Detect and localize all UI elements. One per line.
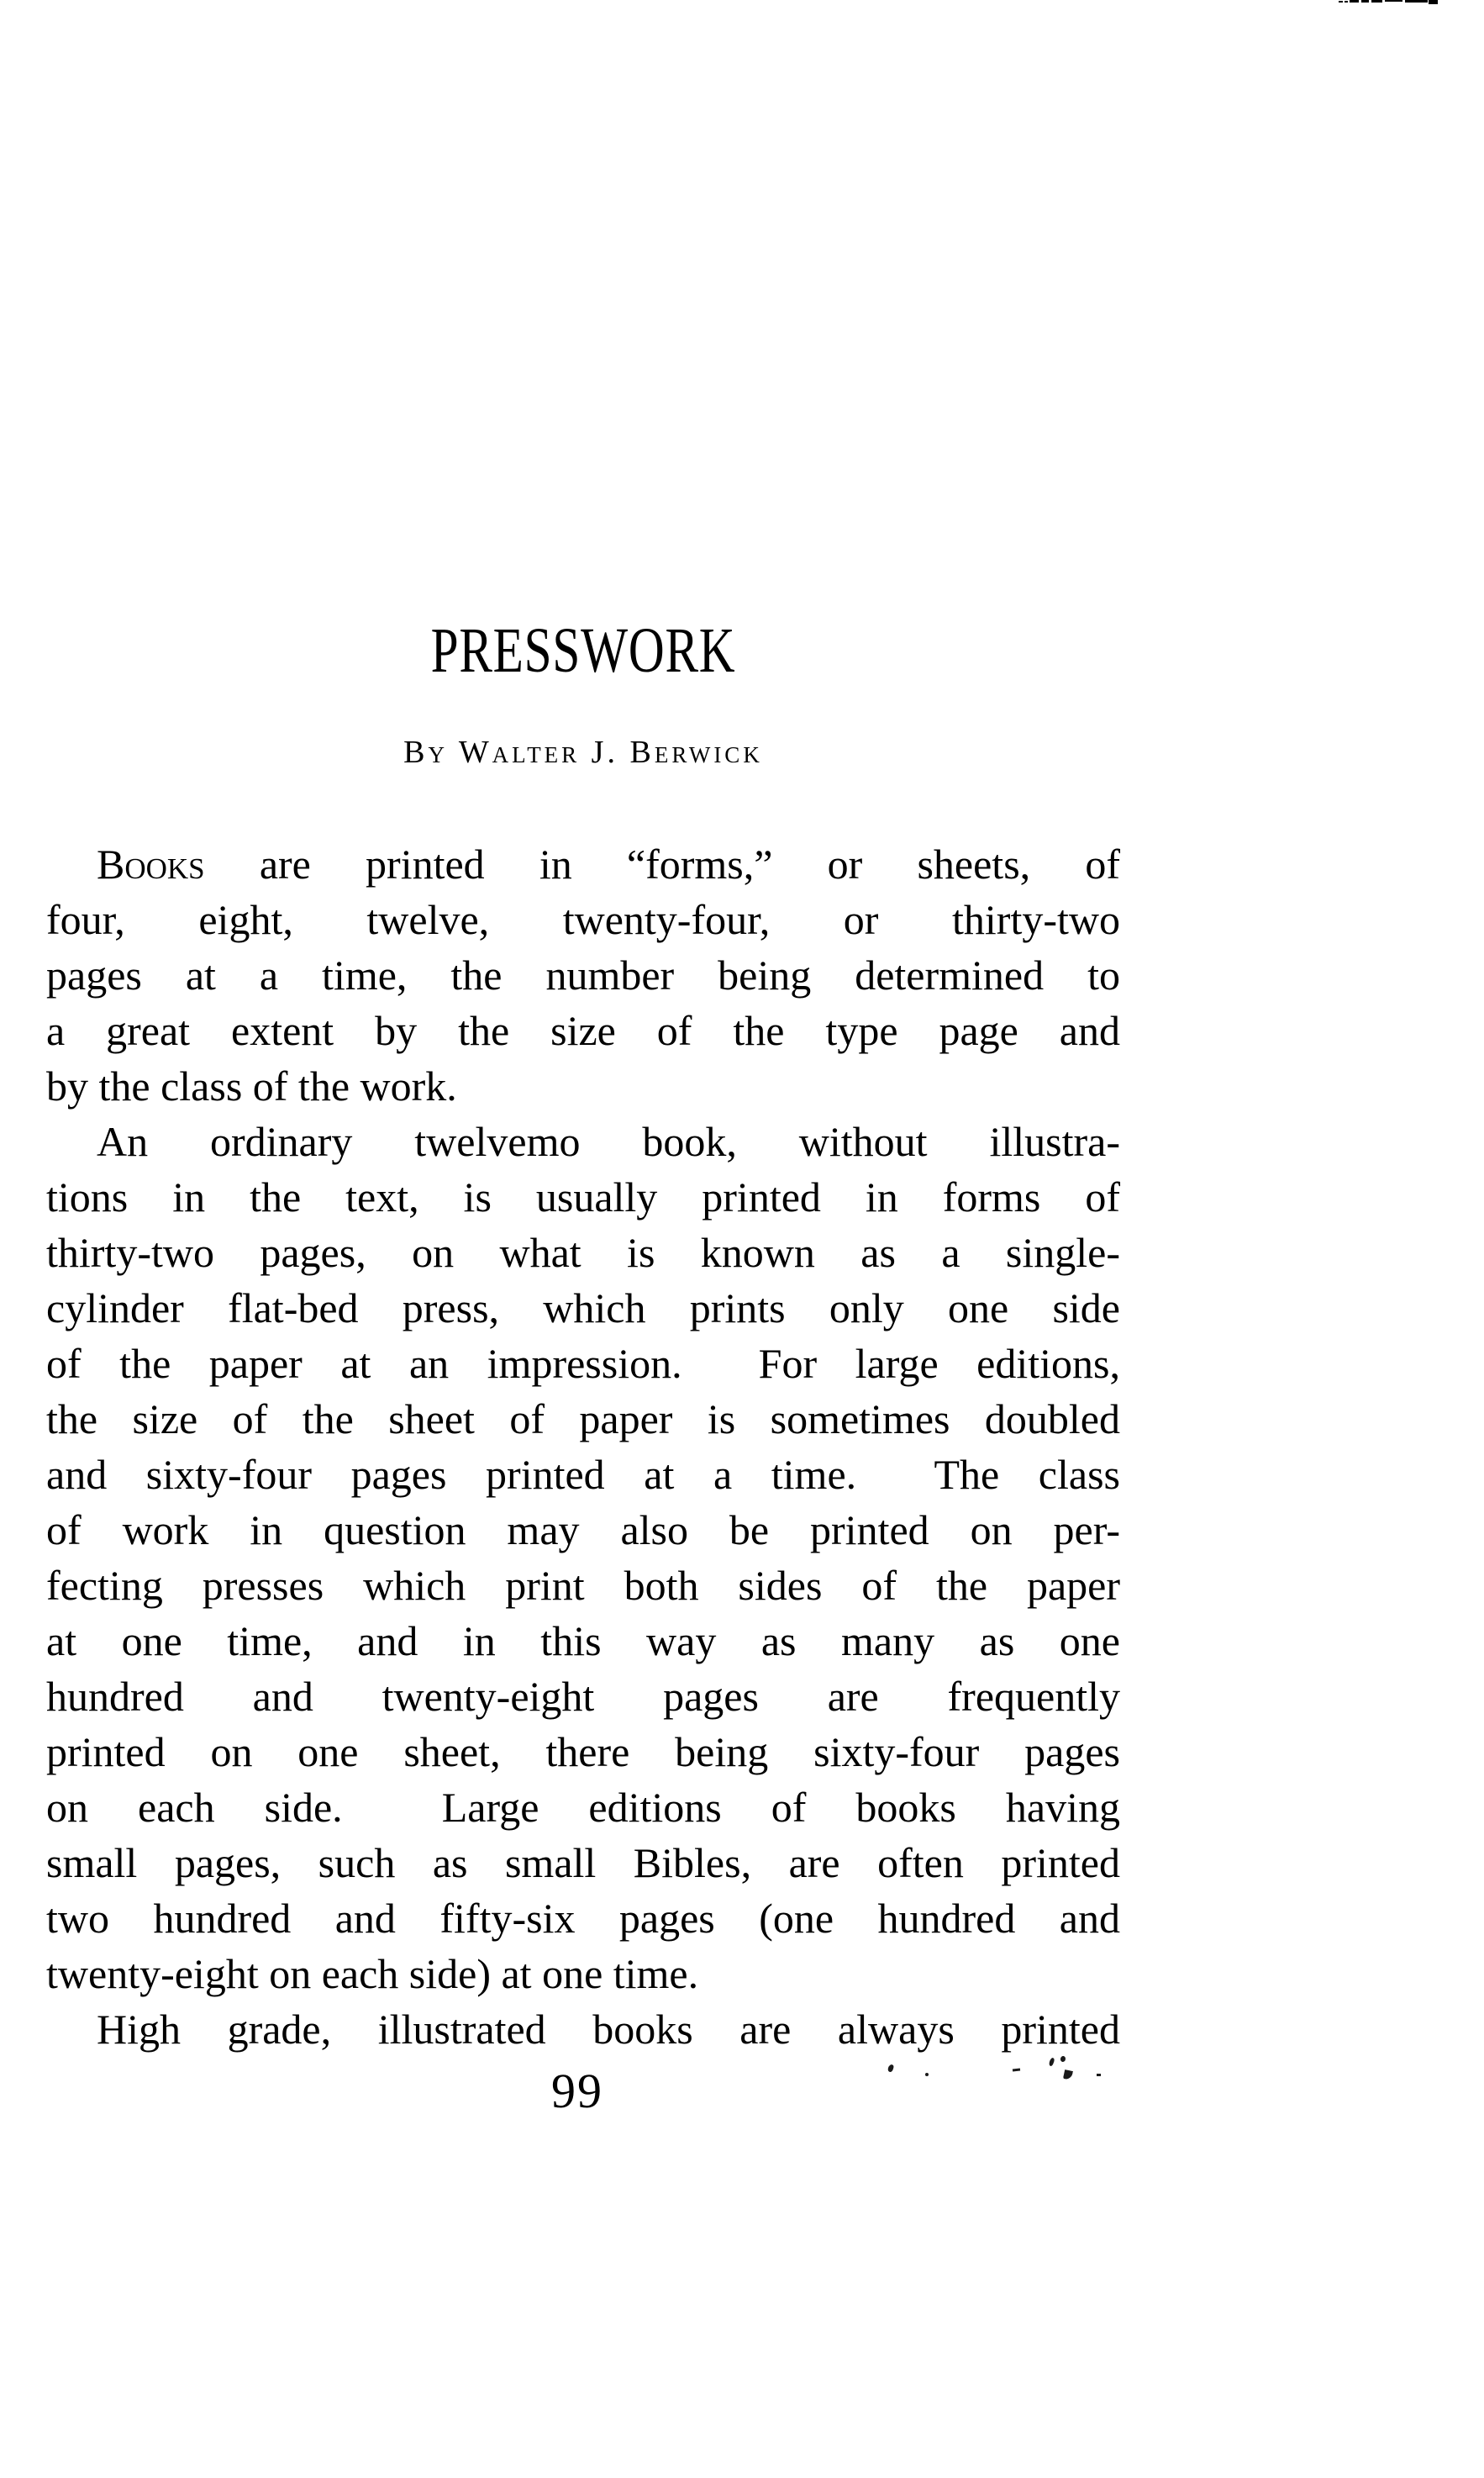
scan-dash <box>1371 0 1382 3</box>
text-line: of work in question may also be printed on per- <box>46 1506 1120 1553</box>
text-line: An ordinary twelvemo book, without illustra- <box>97 1118 1120 1165</box>
paragraph <box>46 836 1120 1114</box>
scan-dash <box>1405 0 1428 3</box>
ink-speck <box>1063 2069 1073 2080</box>
ink-speck <box>925 2073 929 2076</box>
text-line: hundred and twenty-eight pages are frequently <box>46 1673 1120 1720</box>
text-line: on each side. Large editions of books having <box>46 1784 1120 1831</box>
text-line: two hundred and fifty-six pages (one hundred and <box>46 1895 1120 1942</box>
byline: By Walter J. Berwick <box>403 735 763 770</box>
scan-dash <box>1345 1 1348 3</box>
page-number: 99 <box>551 2064 603 2118</box>
ink-speck <box>1060 2056 1066 2063</box>
scan-dash <box>1361 0 1369 3</box>
text-line: by the class of the work. <box>46 1062 457 1110</box>
text-line: a great extent by the size of the type page and <box>46 1007 1120 1054</box>
text-line: tions in the text, is usually printed in forms of <box>46 1173 1120 1221</box>
text-line: fecting presses which print both sides of the paper <box>46 1562 1120 1609</box>
text-run: are printed in “forms,” or sheets, of <box>204 841 1120 888</box>
text-line: cylinder flat-bed press, which prints only one side <box>46 1284 1120 1331</box>
text-line: High grade, illustrated books are always printed <box>97 2006 1120 2053</box>
ink-speck <box>1048 2057 1055 2066</box>
text-line: pages at a time, the number being determined to <box>46 952 1120 999</box>
text-run: B <box>97 841 125 888</box>
ink-speck <box>1013 2069 1020 2072</box>
page-title: PRESSWORK <box>430 615 736 686</box>
small-caps-text: ooks <box>124 841 205 888</box>
text-line: of the paper at an impression. For large editions, <box>46 1340 1120 1387</box>
ink-speck <box>887 2064 894 2072</box>
text-line: thirty-two pages, on what is known as a single- <box>46 1229 1120 1276</box>
text-line: the size of the sheet of paper is sometimes doubled <box>46 1395 1120 1442</box>
text-line: small pages, such as small Bibles, are often printed <box>46 1839 1120 1886</box>
paragraph <box>46 2001 1120 2057</box>
scan-dash <box>1429 0 1438 4</box>
ink-speck <box>1097 2074 1101 2076</box>
text-line <box>46 836 1120 892</box>
scan-dash <box>1350 0 1359 3</box>
text-line: and sixty-four pages printed at a time. The class <box>46 1451 1120 1498</box>
text-line: at one time, and in this way as many as one <box>46 1617 1120 1664</box>
scan-dash <box>1385 0 1402 2</box>
text-line: four, eight, twelve, twenty-four, or thirty-two <box>46 896 1120 943</box>
body-text <box>46 836 1120 2057</box>
paragraph <box>46 1114 1120 2001</box>
text-line: printed on one sheet, there being sixty-four pages <box>46 1728 1120 1775</box>
text-line: twenty-eight on each side) at one time. <box>46 1950 699 1997</box>
scan-dash <box>1339 1 1343 3</box>
